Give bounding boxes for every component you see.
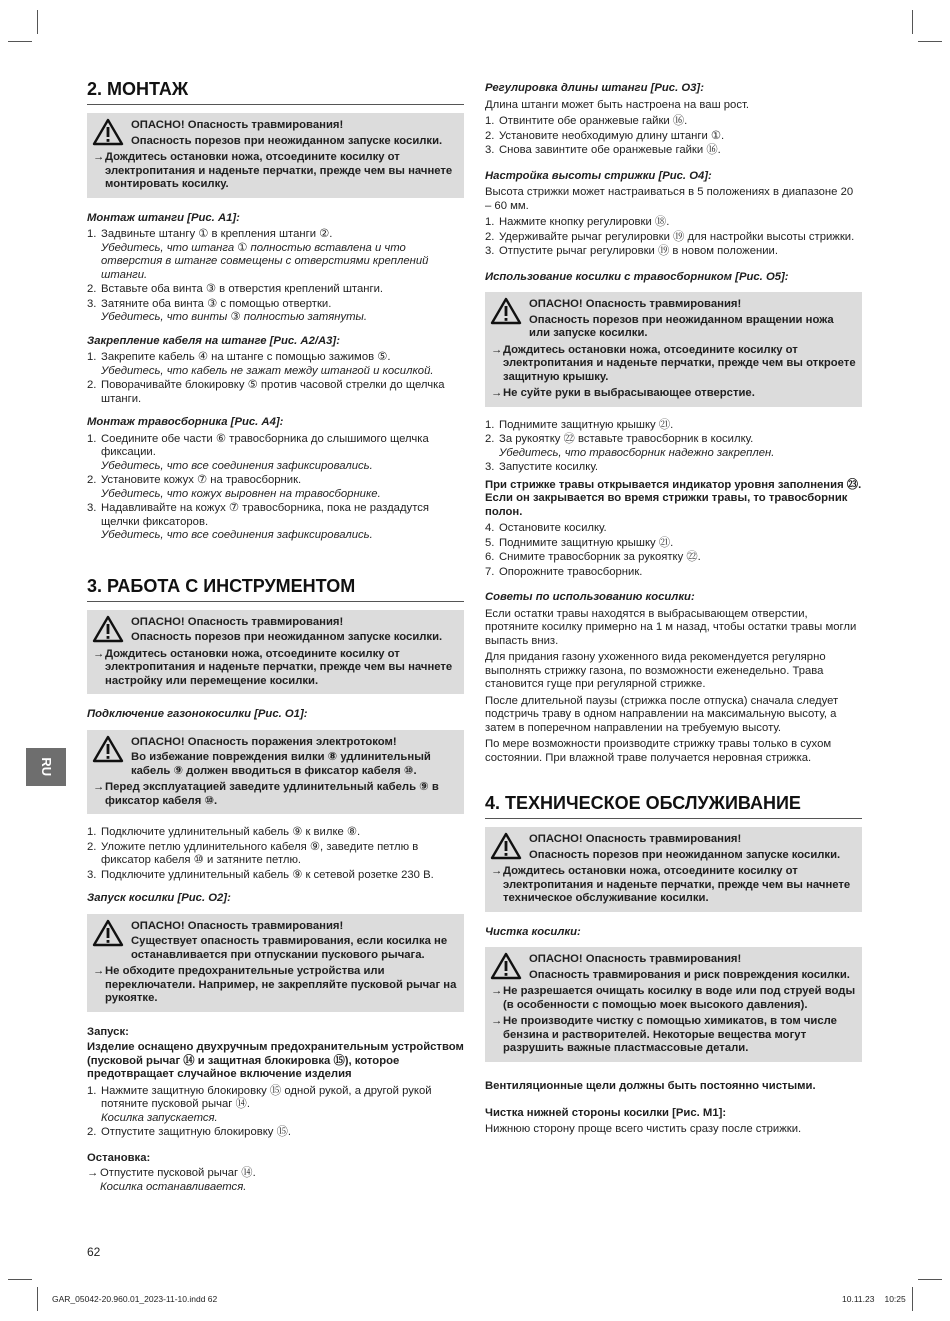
- warning-action: → Дождитесь остановки ножа, отсоедините косилку от электропитания и наденьте перчатки, прежде чем вы откроете защитную крышку.: [491, 343, 856, 383]
- step-number: 7.: [485, 565, 495, 578]
- list-item: [485, 461, 862, 475]
- arrow-right-icon: →: [87, 1167, 99, 1179]
- step-number: 5.: [485, 536, 495, 549]
- list-item: [485, 551, 862, 565]
- step-text: Закрепите кабель ④ на штанге с помощью зажимов ⑤.: [101, 351, 391, 363]
- step-text: Подключите удлинительный кабель ⑨ к вилке ⑧.: [101, 826, 361, 838]
- paragraph: Нижнюю сторону проще всего чистить сразу после стрижки.: [485, 1122, 802, 1135]
- step-text: Надавливайте на кожух ⑦ травосборника, пока не раздадутся щелчки фиксаторов.: [101, 502, 430, 528]
- warning-box: [485, 827, 862, 912]
- footer-file: GAR_05042-20.960.01_2023-11-10.indd 62: [52, 1294, 218, 1304]
- warning-description: Опасность травмирования и риск повреждения косилки.: [529, 968, 850, 981]
- crop-mark: [918, 1279, 942, 1280]
- warning-box: [485, 292, 862, 407]
- subsection-title: Чистка нижней стороны косилки [Рис. M1]:: [485, 1107, 727, 1119]
- step-note: Убедитесь, что все соединения зафиксировались.: [101, 529, 373, 541]
- paragraph: Если остатки травы находятся в выбрасывающем отверстии, протяните косилку примерно на 1 м назад, чтобы остатки травы могли выпасть вниз.: [485, 607, 857, 647]
- list-item: [485, 433, 862, 460]
- step-text: Снимите травосборник за рукоятку ㉒.: [499, 551, 701, 563]
- warning-description: Существует опасность травмирования, если косилка не останавливается при отпускании пускового рычага.: [131, 935, 448, 961]
- warning-action: → Не суйте руки в выбрасывающее отверстие.: [491, 387, 755, 399]
- step-number: 4.: [485, 522, 495, 534]
- step-number: 3.: [485, 461, 495, 473]
- arrow-right-icon: →: [93, 965, 105, 977]
- warning-triangle-icon: [490, 952, 522, 980]
- list-item: [485, 231, 862, 245]
- step-list: [87, 1085, 464, 1140]
- step-text: Поворачивайте блокировку ⑤ против часовой стрелки до щелчка штанги.: [101, 379, 445, 405]
- step-number: 2.: [485, 129, 495, 142]
- step-note: Косилка запускается.: [101, 1111, 218, 1124]
- step-list: [87, 826, 464, 882]
- crop-mark: [912, 1287, 913, 1311]
- arrow-right-icon: →: [93, 151, 105, 163]
- stop-title: Остановка:: [87, 1151, 151, 1164]
- step-number: 2.: [87, 1126, 97, 1138]
- warning-description: Опасность порезов при неожиданном запуске косилки.: [529, 848, 841, 861]
- warning-box: [87, 730, 464, 815]
- arrow-right-icon: →: [93, 647, 105, 660]
- right-column: [485, 82, 862, 1139]
- list-item: [485, 522, 862, 536]
- section-title: 3. РАБОТА С ИНСТРУМЕНТОМ: [87, 575, 464, 602]
- warning-action: → Не обходите предохранительные устройства или переключатели. Например, не закрепляйте пусковой рычаг на рукоятке.: [93, 965, 457, 1004]
- warning-action: → Не разрешается очищать косилку в воде или под струей воды (в особенности с помощью моек высокого давления).: [491, 985, 856, 1011]
- step-text: Снова завинтите обе оранжевые гайки ⑯.: [499, 144, 721, 156]
- stop-action: [87, 1167, 464, 1194]
- step-note: Убедитесь, что кабель не зажат между штангой и косилкой.: [101, 364, 434, 377]
- list-item: [87, 228, 464, 282]
- warning-description: Опасность порезов при неожиданном запуске косилки.: [131, 134, 443, 147]
- level-indicator-note: При стрижке травы открывается индикатор уровня заполнения ㉓. Если он закрывается во время стрижки травы, то травосборник полон.: [485, 478, 862, 518]
- warning-triangle-icon: [92, 919, 124, 947]
- step-number: 1.: [485, 418, 495, 431]
- step-note: Убедитесь, что кожух выровнен на травосборнике.: [101, 487, 381, 500]
- paragraph: Длина штанги может быть настроена на ваш рост.: [485, 98, 750, 111]
- list-item: [485, 419, 862, 433]
- warning-triangle-icon: [92, 735, 124, 763]
- step-number: 6.: [485, 551, 495, 563]
- crop-mark: [918, 41, 942, 42]
- list-item: [485, 115, 862, 129]
- stop-text: Отпустите пусковой рычаг ⑭.: [100, 1167, 256, 1179]
- warning-action: → Перед эксплуатацией заведите удлинительный кабель ⑨ в фиксатор кабеля ⑩.: [93, 781, 439, 807]
- step-list: [485, 522, 862, 579]
- warning-title: ОПАСНО! Опасность травмирования!: [131, 119, 344, 131]
- arrow-right-icon: →: [491, 865, 503, 877]
- step-number: 2.: [87, 379, 97, 391]
- step-number: 1.: [87, 432, 97, 445]
- step-text: Задвиньте штангу ① в крепления штанги ②.: [101, 228, 333, 240]
- left-column: [87, 78, 464, 1194]
- step-list: [87, 433, 464, 543]
- warning-action: → Дождитесь остановки ножа, отсоедините косилку от электропитания и наденьте перчатки, прежде чем вы начнете монтировать косилку.: [93, 151, 453, 190]
- crop-mark: [37, 1287, 38, 1311]
- step-text: Поднимите защитную крышку ㉑.: [499, 418, 674, 431]
- subsection-title: Закрепление кабеля на штанге [Рис. A2/A3]:: [87, 334, 340, 347]
- step-text: Уложите петлю удлинительного кабеля ⑨, заведите петлю в фиксатор кабеля ⑩ и затяните петлю.: [101, 840, 419, 866]
- warning-description: Опасность порезов при неожиданном запуске косилки.: [131, 631, 443, 643]
- warning-triangle-icon: [490, 297, 522, 325]
- start-title: Запуск:: [87, 1025, 129, 1038]
- step-number: 2.: [87, 283, 97, 295]
- footer-date: 10.11.23: [842, 1294, 875, 1304]
- warning-title: ОПАСНО! Опасность травмирования!: [131, 919, 344, 932]
- subsection-title: Настройка высоты стрижки [Рис. O4]:: [485, 169, 712, 182]
- step-number: 1.: [87, 1084, 97, 1097]
- paragraph: По мере возможности производите стрижку травы только в сухом состоянии. При влажной траве получается неровная стрижка.: [485, 738, 832, 764]
- section-title: 4. ТЕХНИЧЕСКОЕ ОБСЛУЖИВАНИЕ: [485, 792, 862, 819]
- warning-title: ОПАСНО! Опасность травмирования!: [529, 298, 742, 310]
- warning-box: [485, 947, 862, 1062]
- step-number: 1.: [87, 351, 97, 363]
- crop-mark: [8, 1279, 32, 1280]
- warning-box: [87, 610, 464, 695]
- step-text: Поднимите защитную крышку ㉑.: [499, 536, 674, 549]
- vent-note: Вентиляционные щели должны быть постоянно чистыми.: [485, 1079, 816, 1092]
- step-list: [87, 228, 464, 325]
- warning-action: → Дождитесь остановки ножа, отсоедините косилку от электропитания и наденьте перчатки, прежде чем вы начнете техническое обслуживание косилки.: [491, 865, 851, 904]
- page-number: 62: [87, 1245, 101, 1259]
- warning-description: Опасность порезов при неожиданном вращении ножа или запуске косилки.: [529, 313, 834, 339]
- step-text: Установите кожух ⑦ на травосборник.: [101, 474, 302, 486]
- list-item: [485, 130, 862, 144]
- step-list: [485, 216, 862, 259]
- arrow-right-icon: →: [491, 343, 503, 356]
- list-item: [87, 1085, 464, 1126]
- step-text: Нажмите защитную блокировку ⑮ одной рукой, а другой рукой потяните пусковой рычаг ⑭.: [101, 1084, 432, 1110]
- step-number: 2.: [485, 433, 495, 445]
- subsection-title: Запуск косилки [Рис. O2]:: [87, 892, 231, 904]
- step-text: Отпустите защитную блокировку ⑮.: [101, 1126, 292, 1138]
- step-note: Убедитесь, что штанга ① полностью вставлена и что отверстия в штанге совмещены с отверстиями креплений штанги.: [101, 241, 429, 281]
- warning-box: [87, 113, 464, 198]
- step-list: [485, 419, 862, 475]
- step-note: Убедитесь, что травосборник надежно закреплен.: [499, 446, 775, 459]
- step-note: Убедитесь, что винты ③ полностью затянуты.: [101, 311, 367, 323]
- warning-description: Во избежание повреждения вилки ⑧ удлинительный кабель ⑨ должен вводиться в фиксатор кабеля ⑩.: [131, 751, 431, 777]
- step-text: Затяните оба винта ③ с помощью отвертки.: [101, 297, 332, 310]
- crop-mark: [37, 10, 38, 34]
- list-item: [485, 144, 862, 158]
- list-item: [87, 474, 464, 501]
- tips-paragraphs: [485, 608, 862, 766]
- step-number: 3.: [87, 502, 97, 514]
- list-item: [87, 433, 464, 474]
- list-item: [485, 537, 862, 551]
- list-item: [87, 298, 464, 325]
- warning-title: ОПАСНО! Опасность травмирования!: [529, 953, 742, 965]
- subsection-title: Монтаж штанги [Рис. A1]:: [87, 211, 240, 224]
- step-text: Соедините обе части ⑥ травосборника до слышимого щелчка фиксации.: [101, 432, 429, 458]
- warning-title: ОПАСНО! Опасность травмирования!: [529, 833, 742, 845]
- warning-triangle-icon: [490, 832, 522, 860]
- list-item: [87, 841, 464, 868]
- warning-triangle-icon: [92, 118, 124, 146]
- warning-action: → Дождитесь остановки ножа, отсоедините косилку от электропитания и наденьте перчатки, прежде чем вы начнете настройку или перемещение косилки.: [93, 647, 453, 687]
- arrow-right-icon: →: [491, 1015, 503, 1027]
- step-number: 1.: [87, 826, 97, 838]
- list-item: [485, 216, 862, 230]
- section-title: 2. МОНТАЖ: [87, 78, 464, 105]
- crop-mark: [8, 41, 32, 42]
- step-note: Убедитесь, что все соединения зафиксировались.: [101, 459, 373, 472]
- step-list: [87, 351, 464, 406]
- step-text: Нажмите кнопку регулировки ⑱.: [499, 216, 670, 228]
- subsection-title: Советы по использованию косилки:: [485, 591, 695, 603]
- step-number: 3.: [87, 868, 97, 881]
- step-text: Запустите косилку.: [499, 461, 598, 473]
- warning-title: ОПАСНО! Опасность поражения электротоком!: [131, 735, 397, 748]
- step-text: Удерживайте рычаг регулировки ⑲ для настройки высоты стрижки.: [499, 230, 855, 243]
- footer-datetime: [842, 1293, 906, 1307]
- subsection-title: Монтаж травосборника [Рис. A4]:: [87, 416, 284, 428]
- list-item: [485, 245, 862, 259]
- arrow-right-icon: →: [491, 985, 503, 997]
- list-item: [485, 566, 862, 580]
- paragraph: После длительной паузы (стрижка после отпуска) сначала следует подстричь траву в одном направлении на максимальную высоту, а затем в поперечном направлении на требуемую высоту.: [485, 694, 839, 734]
- step-list: [485, 115, 862, 158]
- list-item: [87, 869, 464, 883]
- step-number: 1.: [485, 216, 495, 228]
- warning-action: → Не производите чистку с помощью химикатов, в том числе бензина и растворителей. Некоторые вещества могут разрушить важные пластмассовые детали.: [491, 1015, 837, 1054]
- step-number: 2.: [87, 840, 97, 853]
- subsection-title: Чистка косилки:: [485, 925, 581, 938]
- list-item: [87, 1126, 464, 1140]
- footer-time: 10:25: [884, 1294, 906, 1304]
- step-text: Отпустите рычаг регулировки ⑲ в новом положении.: [499, 245, 779, 257]
- subsection-title: Использование косилки с травосборником [Рис. O5]:: [485, 270, 789, 283]
- arrow-right-icon: →: [93, 781, 105, 793]
- list-item: [87, 283, 464, 297]
- language-tab: RU: [26, 748, 66, 786]
- warning-box: [87, 914, 464, 1012]
- step-text: Отвинтите обе оранжевые гайки ⑯.: [499, 115, 688, 127]
- step-text: Подключите удлинительный кабель ⑨ к сетевой розетке 230 В.: [101, 868, 434, 881]
- step-text: Остановите косилку.: [499, 522, 607, 534]
- list-item: [87, 826, 464, 840]
- subsection-title: Подключение газонокосилки [Рис. O1]:: [87, 708, 308, 720]
- step-number: 3.: [485, 144, 495, 156]
- subsection-title: Регулировка длины штанги [Рис. O3]:: [485, 82, 704, 94]
- list-item: [87, 351, 464, 378]
- step-number: 1.: [485, 115, 495, 127]
- step-number: 2.: [485, 230, 495, 243]
- step-number: 1.: [87, 228, 97, 240]
- paragraph: Высота стрижки может настраиваться в 5 положениях в диапазоне 20 – 60 мм.: [485, 186, 854, 212]
- warning-triangle-icon: [92, 615, 124, 643]
- warning-title: ОПАСНО! Опасность травмирования!: [131, 615, 344, 628]
- arrow-right-icon: →: [491, 387, 503, 399]
- step-text: За рукоятку ㉒ вставьте травосборник в косилку.: [499, 433, 754, 445]
- step-text: Вставьте оба винта ③ в отверстия креплений штанги.: [101, 283, 384, 295]
- step-number: 2.: [87, 474, 97, 486]
- step-text: Установите необходимую длину штанги ①.: [499, 129, 725, 142]
- crop-mark: [912, 10, 913, 34]
- paragraph: Для придания газону ухоженного вида рекомендуется регулярно выполнять стрижку газона, по возможности еженедельно. Трава становится гуще при регулярной стрижке.: [485, 651, 826, 690]
- step-number: 3.: [485, 245, 495, 257]
- stop-note: Косилка останавливается.: [100, 1180, 247, 1193]
- start-text: Изделие оснащено двухручным предохранительным устройством (пусковой рычаг ⑭ и защитная блокировка ⑮), которое предотвращает случайное включение изделия: [87, 1041, 464, 1080]
- list-item: [87, 379, 464, 406]
- step-text: Опорожните травосборник.: [499, 565, 643, 578]
- list-item: [87, 502, 464, 543]
- step-number: 3.: [87, 297, 97, 310]
